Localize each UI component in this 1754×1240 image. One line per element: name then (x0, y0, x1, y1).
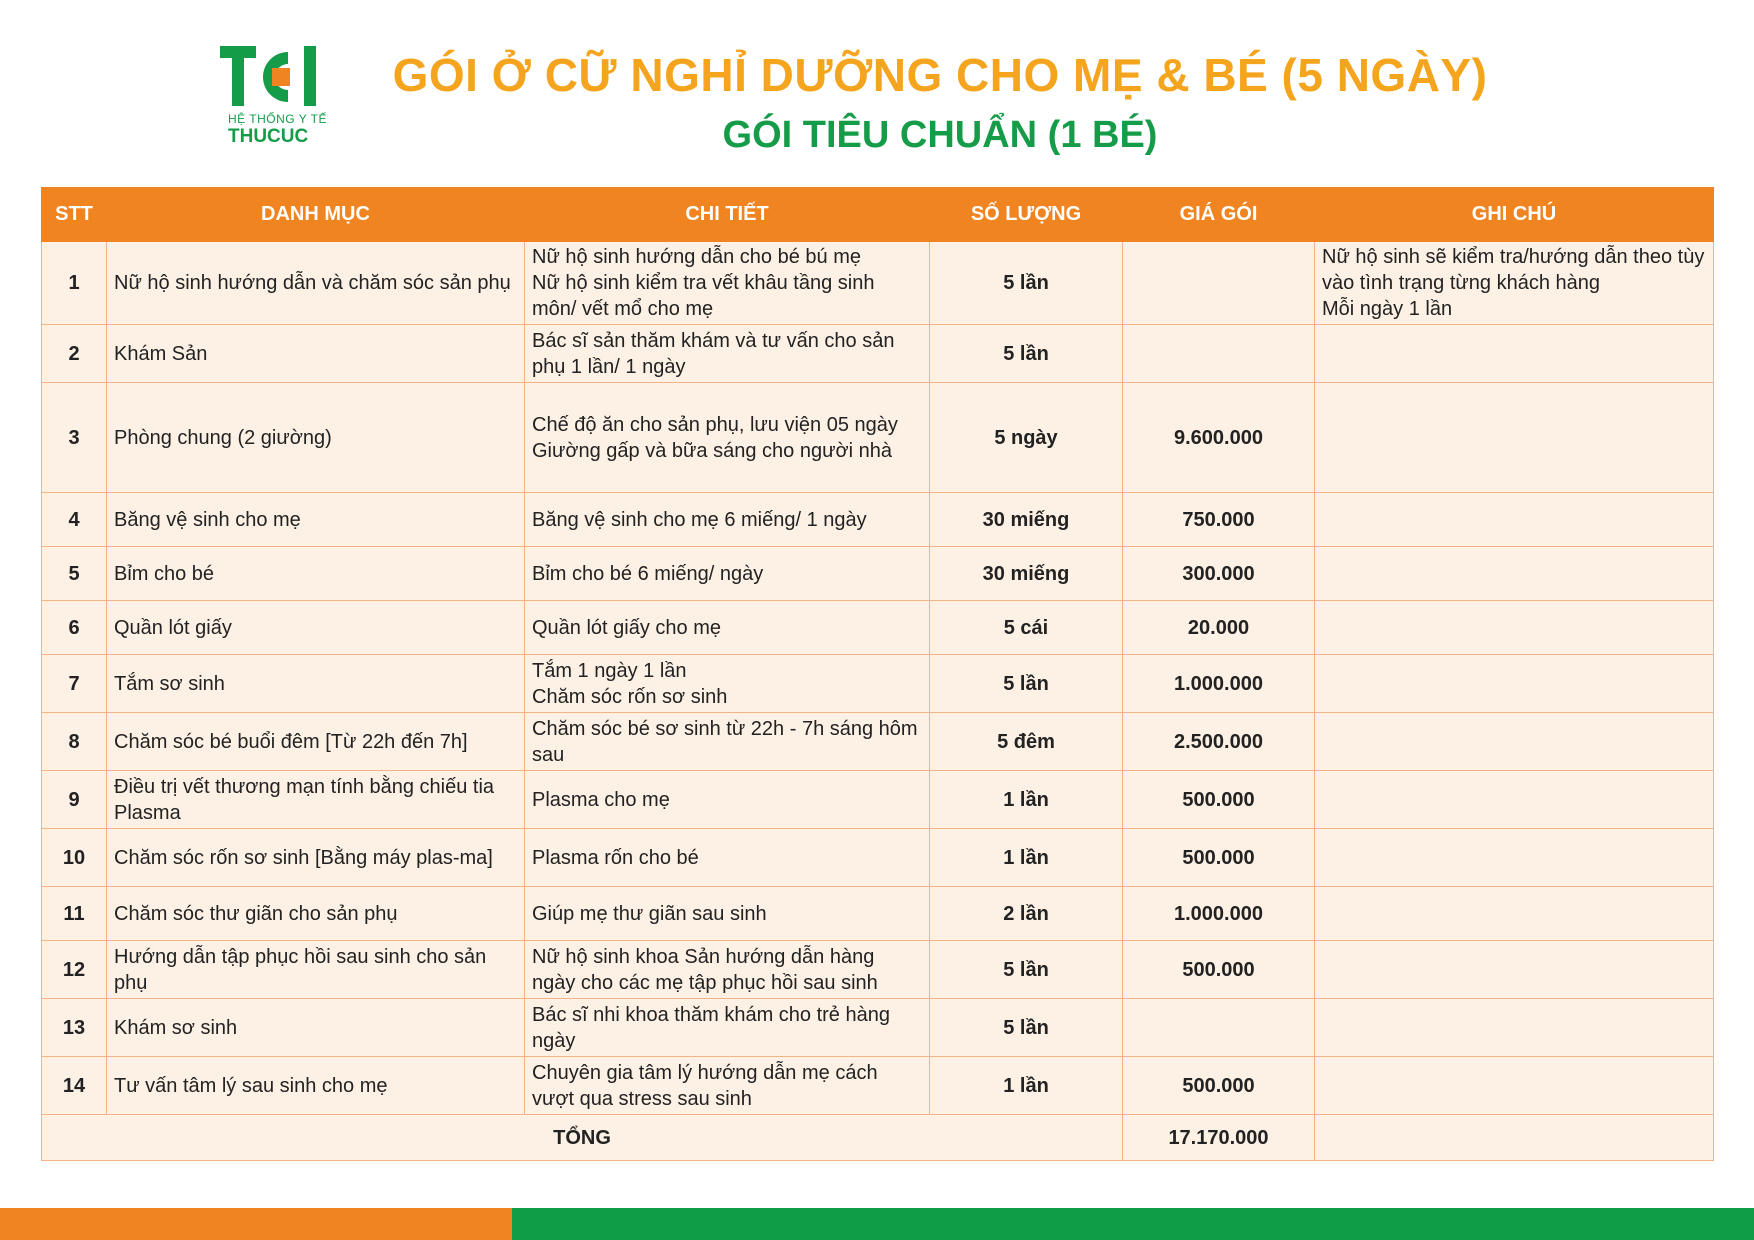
row-detail (525, 493, 930, 547)
row-detail (525, 999, 930, 1057)
header-price: GIÁ GÓI (1123, 188, 1315, 242)
detail-line: Chuyên gia tâm lý hướng dẫn mẹ cách vượt qua stress sau sinh (532, 1061, 878, 1110)
row-detail (525, 829, 930, 887)
table-row (42, 999, 1714, 1057)
header-note: GHI CHÚ (1315, 188, 1714, 242)
header-qty: SỐ LƯỢNG (930, 188, 1123, 242)
row-detail (525, 547, 930, 601)
row-quantity: 1 lần (930, 1057, 1123, 1115)
detail-line: Plasma rốn cho bé (532, 846, 699, 869)
table-row (42, 829, 1714, 887)
row-category: Điều trị vết thương mạn tính bằng chiếu tia Plasma (107, 771, 525, 829)
table-header-row (42, 188, 1714, 242)
detail-line: Giường gấp và bữa sáng cho người nhà (532, 439, 892, 462)
row-category: Băng vệ sinh cho mẹ (107, 493, 525, 547)
detail-line: Nữ hộ sinh hướng dẫn cho bé bú mẹ (532, 246, 861, 268)
row-detail (525, 1057, 930, 1115)
brand-logo (212, 40, 327, 150)
row-quantity: 30 miếng (930, 547, 1123, 601)
row-category: Quần lót giấy (107, 601, 525, 655)
row-price: 750.000 (1123, 493, 1315, 547)
row-price: 300.000 (1123, 547, 1315, 601)
row-quantity: 5 ngày (930, 383, 1123, 493)
row-note (1315, 713, 1714, 771)
row-quantity: 5 lần (930, 655, 1123, 713)
row-note (1315, 829, 1714, 887)
total-note-cell (1315, 1115, 1714, 1161)
table-row (42, 713, 1714, 771)
row-quantity: 5 lần (930, 941, 1123, 999)
row-stt: 8 (42, 713, 107, 771)
row-detail (525, 325, 930, 383)
table-row (42, 771, 1714, 829)
row-stt: 11 (42, 887, 107, 941)
detail-line: Nữ hộ sinh kiểm tra vết khâu tầng sinh môn/ vết mổ cho mẹ (532, 272, 875, 320)
row-stt: 6 (42, 601, 107, 655)
detail-line: Giúp mẹ thư giãn sau sinh (532, 902, 767, 925)
row-stt: 5 (42, 547, 107, 601)
table-body (42, 242, 1714, 1115)
footer-bar-green (512, 1208, 1754, 1240)
row-category: Phòng chung (2 giường) (107, 383, 525, 493)
row-price (1123, 242, 1315, 325)
row-stt: 1 (42, 242, 107, 325)
note-line: Mỗi ngày 1 lần (1322, 298, 1453, 320)
row-quantity: 1 lần (930, 771, 1123, 829)
row-category: Khám sơ sinh (107, 999, 525, 1057)
header-detail: CHI TIẾT (525, 188, 930, 242)
tci-logo-icon (220, 46, 320, 108)
page-title: GÓI Ở CỮ NGHỈ DƯỠNG CHO MẸ & BÉ (5 NGÀY) (392, 49, 1488, 101)
row-stt: 10 (42, 829, 107, 887)
row-note (1315, 941, 1714, 999)
row-stt: 9 (42, 771, 107, 829)
row-stt: 14 (42, 1057, 107, 1115)
table-row (42, 601, 1714, 655)
row-note (1315, 887, 1714, 941)
table-row (42, 242, 1714, 325)
detail-line: Băng vệ sinh cho mẹ 6 miếng/ 1 ngày (532, 508, 867, 531)
table-row (42, 887, 1714, 941)
detail-line: Chăm sóc bé sơ sinh từ 22h - 7h sáng hôm sau (532, 717, 918, 766)
page-subtitle: GÓI TIÊU CHUẨN (1 BÉ) (722, 114, 1158, 156)
row-quantity: 5 lần (930, 242, 1123, 325)
row-detail (525, 242, 930, 325)
row-detail (525, 383, 930, 493)
row-category: Khám Sản (107, 325, 525, 383)
row-note (1315, 383, 1714, 493)
row-note (1315, 655, 1714, 713)
detail-line: Chăm sóc rốn sơ sinh (532, 685, 728, 708)
table-row (42, 547, 1714, 601)
table-row (42, 493, 1714, 547)
row-note (1315, 1057, 1714, 1115)
detail-line: Chế độ ăn cho sản phụ, lưu viện 05 ngày (532, 413, 898, 436)
row-price (1123, 325, 1315, 383)
detail-line: Bác sĩ nhi khoa thăm khám cho trẻ hàng ngày (532, 1003, 890, 1052)
row-detail (525, 941, 930, 999)
row-category: Chăm sóc thư giãn cho sản phụ (107, 887, 525, 941)
detail-line: Quần lót giấy cho mẹ (532, 616, 721, 639)
brand-name: THUCUC (228, 126, 309, 147)
brand-tagline: HỆ THỐNG Y TẾ (228, 112, 327, 126)
row-price (1123, 999, 1315, 1057)
detail-line: Nữ hộ sinh khoa Sản hướng dẫn hàng ngày cho các mẹ tập phục hồi sau sinh (532, 945, 878, 994)
row-quantity: 30 miếng (930, 493, 1123, 547)
row-price: 1.000.000 (1123, 655, 1315, 713)
row-note (1315, 242, 1714, 325)
row-note (1315, 547, 1714, 601)
detail-line: Bác sĩ sản thăm khám và tư vấn cho sản phụ 1 lần/ 1 ngày (532, 329, 895, 378)
row-detail (525, 601, 930, 655)
header-stt: STT (42, 188, 107, 242)
row-quantity: 5 lần (930, 325, 1123, 383)
footer-bar-orange (0, 1208, 512, 1240)
table-row (42, 941, 1714, 999)
row-quantity: 5 đêm (930, 713, 1123, 771)
row-note (1315, 601, 1714, 655)
detail-line: Plasma cho mẹ (532, 788, 670, 811)
row-category: Hướng dẫn tập phục hồi sau sinh cho sản phụ (107, 941, 525, 999)
row-detail (525, 771, 930, 829)
row-stt: 12 (42, 941, 107, 999)
row-detail (525, 655, 930, 713)
detail-line: Bỉm cho bé 6 miếng/ ngày (532, 562, 764, 585)
row-category: Tư vấn tâm lý sau sinh cho mẹ (107, 1057, 525, 1115)
row-note (1315, 325, 1714, 383)
total-value: 17.170.000 (1123, 1115, 1315, 1161)
row-price: 9.600.000 (1123, 383, 1315, 493)
note-line: Nữ hộ sinh sẽ kiểm tra/hướng dẫn theo tùy vào tình trạng từng khách hàng (1322, 246, 1705, 294)
row-price: 20.000 (1123, 601, 1315, 655)
row-quantity: 2 lần (930, 887, 1123, 941)
package-table (41, 187, 1714, 1161)
row-price: 1.000.000 (1123, 887, 1315, 941)
row-stt: 7 (42, 655, 107, 713)
table-row (42, 383, 1714, 493)
row-detail (525, 713, 930, 771)
total-label: TỔNG (42, 1115, 1123, 1161)
table-row (42, 325, 1714, 383)
row-price: 500.000 (1123, 1057, 1315, 1115)
row-category: Chăm sóc rốn sơ sinh [Bằng máy plas-ma] (107, 829, 525, 887)
row-quantity: 5 cái (930, 601, 1123, 655)
row-category: Nữ hộ sinh hướng dẫn và chăm sóc sản phụ (107, 242, 525, 325)
row-note (1315, 999, 1714, 1057)
row-category: Tắm sơ sinh (107, 655, 525, 713)
row-price: 500.000 (1123, 941, 1315, 999)
row-note (1315, 771, 1714, 829)
table-row (42, 655, 1714, 713)
row-quantity: 5 lần (930, 999, 1123, 1057)
table-row (42, 1057, 1714, 1115)
detail-line: Tắm 1 ngày 1 lần (532, 659, 687, 682)
row-category: Bỉm cho bé (107, 547, 525, 601)
row-stt: 13 (42, 999, 107, 1057)
row-stt: 4 (42, 493, 107, 547)
row-category: Chăm sóc bé buổi đêm [Từ 22h đến 7h] (107, 713, 525, 771)
row-price: 500.000 (1123, 771, 1315, 829)
total-row (42, 1115, 1714, 1161)
row-quantity: 1 lần (930, 829, 1123, 887)
row-price: 500.000 (1123, 829, 1315, 887)
row-stt: 3 (42, 383, 107, 493)
row-detail (525, 887, 930, 941)
row-note (1315, 493, 1714, 547)
row-stt: 2 (42, 325, 107, 383)
row-price: 2.500.000 (1123, 713, 1315, 771)
header-category: DANH MỤC (107, 188, 525, 242)
